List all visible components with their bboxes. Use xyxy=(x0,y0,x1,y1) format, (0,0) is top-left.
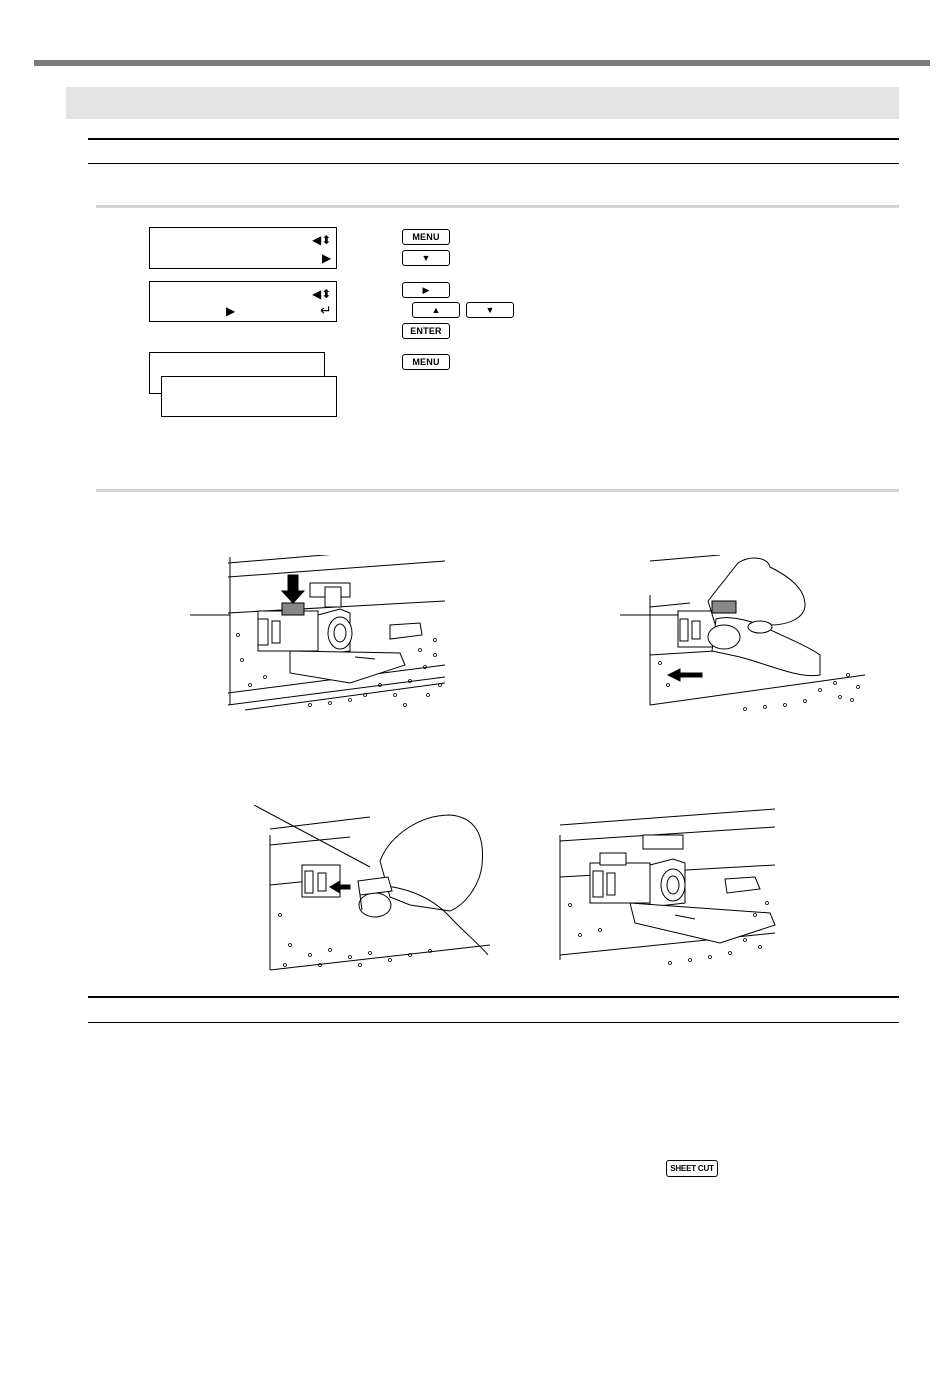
up-arrow-key-icon: ▲ xyxy=(431,304,441,315)
illustration-pull-holder xyxy=(620,555,870,715)
procedure-rule-1 xyxy=(96,205,899,208)
down-key[interactable] xyxy=(402,250,450,266)
down-key-2[interactable] xyxy=(466,302,514,318)
right-triangle-icon: ▶ xyxy=(226,304,236,318)
illustration-holder-installed xyxy=(555,805,780,970)
illustration-press-lever xyxy=(190,555,450,715)
section-banner xyxy=(66,87,899,119)
lcd-display-2 xyxy=(149,281,337,322)
sheet-cut-key[interactable]: SHEET CUT xyxy=(666,1160,718,1177)
subsection-rule-top-2 xyxy=(88,996,899,998)
top-rule xyxy=(34,60,930,66)
subsection-rule-top xyxy=(88,138,899,140)
subsection-rule-bottom-2 xyxy=(88,1022,899,1023)
subsection-rule-bottom xyxy=(88,163,899,164)
return-arrow-icon: ↵ xyxy=(320,302,332,318)
lcd-display-1 xyxy=(149,227,337,269)
procedure-rule-2 xyxy=(96,489,899,492)
up-key[interactable] xyxy=(412,302,460,318)
left-up-down-arrows-icon: ◀⬍ xyxy=(312,233,332,247)
down-arrow-key-icon: ▼ xyxy=(421,252,431,263)
right-key[interactable] xyxy=(402,282,450,298)
left-up-down-arrows-icon: ◀⬍ xyxy=(312,287,332,301)
menu-key[interactable]: MENU xyxy=(402,229,450,245)
lcd-display-3-front xyxy=(161,376,337,417)
down-arrow-key-icon: ▼ xyxy=(485,304,495,315)
menu-key-2[interactable]: MENU xyxy=(402,354,450,370)
right-triangle-icon: ▶ xyxy=(322,251,332,265)
right-arrow-key-icon: ▶ xyxy=(422,284,430,295)
illustration-insert-holder xyxy=(250,805,495,975)
enter-key[interactable]: ENTER xyxy=(402,323,450,339)
